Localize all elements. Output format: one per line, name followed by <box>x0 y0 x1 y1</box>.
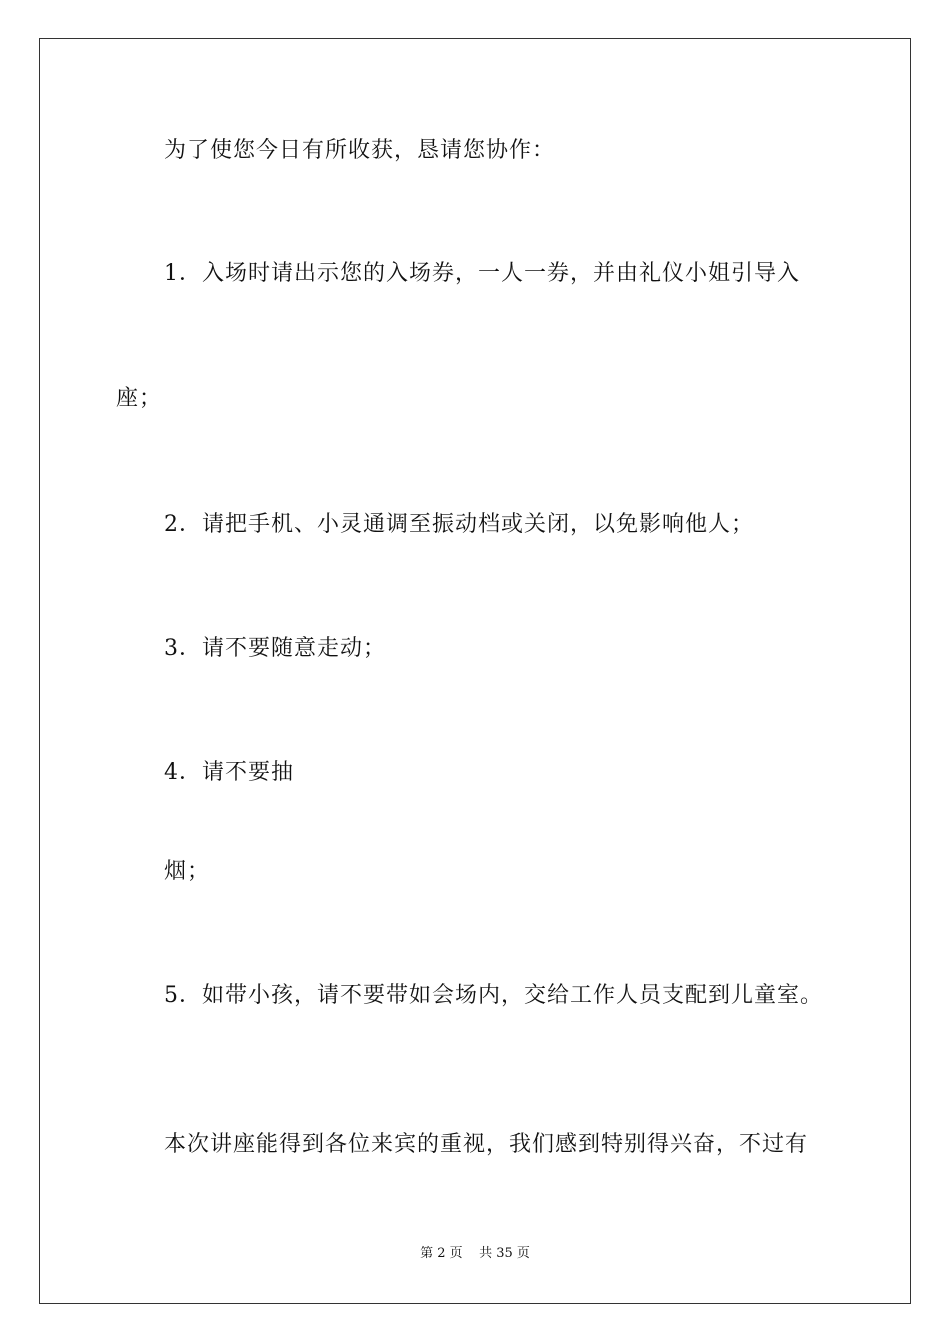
item-3-line: 3．请不要随意走动； <box>164 636 386 661</box>
item-4-line: 4．请不要抽 <box>164 760 294 785</box>
page-number-footer: 第 2 页 共 35 页 <box>420 1246 530 1261</box>
page-border <box>39 38 911 1304</box>
closing-line: 本次讲座能得到各位来宾的重视，我们感到特别得兴奋，不过有 <box>164 1132 809 1157</box>
item-5-line: 5．如带小孩，请不要带如会场内，交给工作人员支配到儿童室。 <box>164 983 823 1008</box>
item-1-line: 1．入场时请出示您的入场券，一人一券，并由礼仪小姐引导入 <box>164 261 800 286</box>
item-2-line: 2．请把手机、小灵通调至振动档或关闭，以免影响他人； <box>164 512 754 537</box>
item-4-continuation: 烟； <box>164 859 211 884</box>
intro-line: 为了使您今日有所收获，恳请您协作： <box>164 138 556 163</box>
item-1-continuation: 座； <box>116 386 163 411</box>
